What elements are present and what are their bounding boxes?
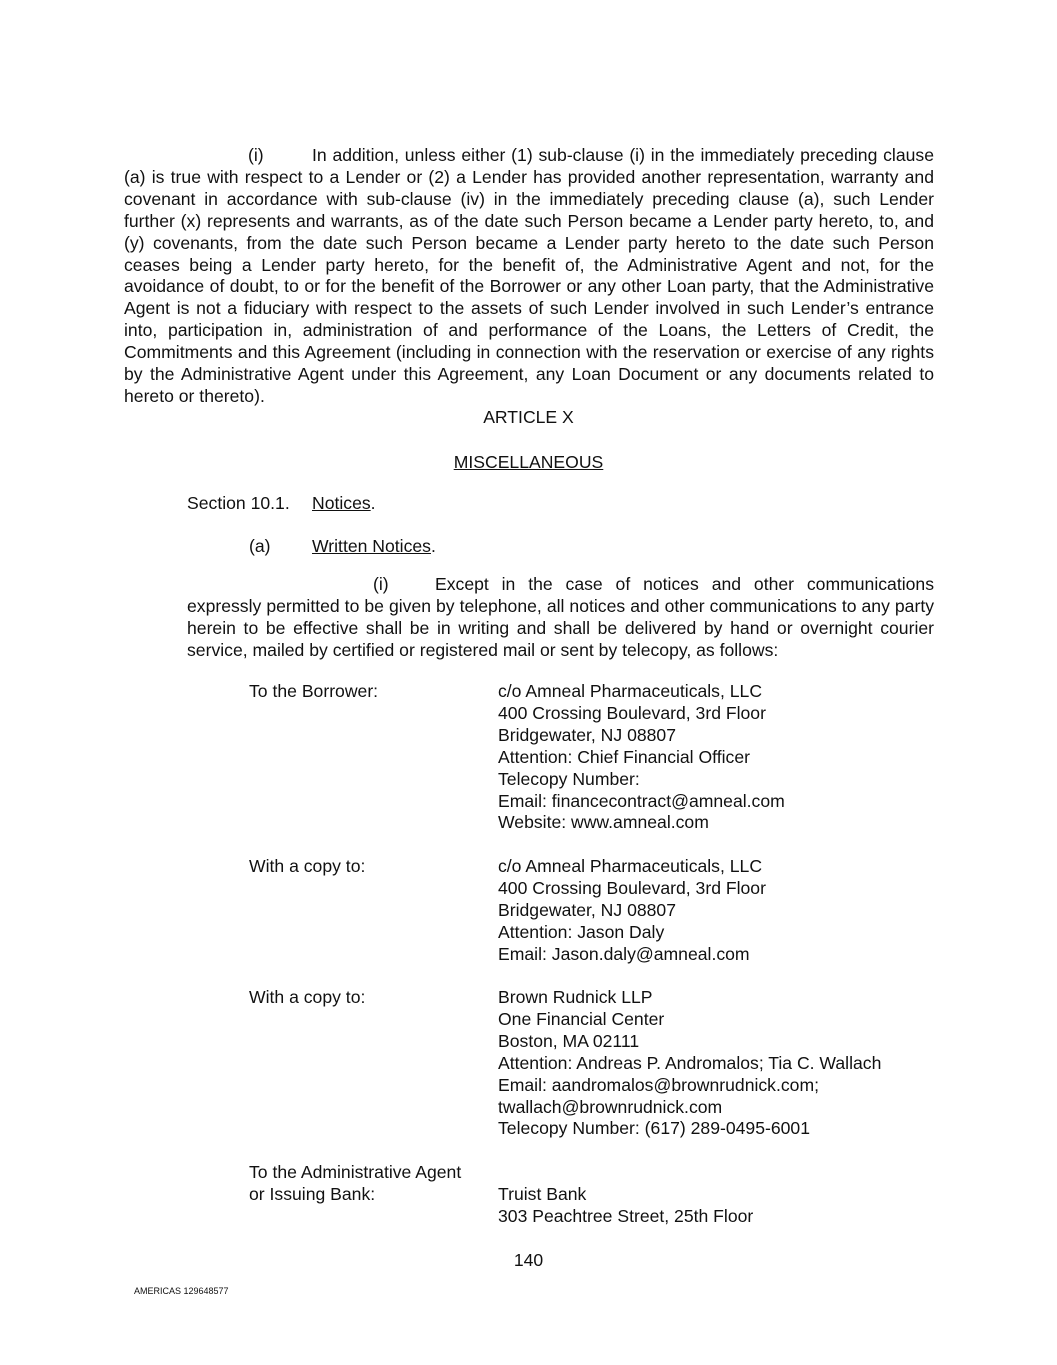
address-line: twallach@brownrudnick.com [498,1096,723,1117]
section-title: Notices [312,493,371,513]
paragraph-i-label: (i) [248,145,264,165]
address-line: Truist Bank [498,1184,587,1204]
agent-label-line2: or Issuing Bank: [249,1183,376,1204]
address-line: Attention: Chief Financial Officer [498,746,750,767]
agent-label [249,1162,461,1206]
article-subtitle: MISCELLANEOUS [453,452,604,472]
address-line: 400 Crossing Boulevard, 3rd Floor [498,877,766,898]
address-line: Email: aandromalos@brownrudnick.com; [498,1074,819,1095]
borrower-label: To the Borrower: [249,681,379,701]
article-subtitle-wrap [0,451,1057,473]
paragraph-notice-text: Except in the case of notices and other communications expressly permitted to be given by telephone, all notices and other communications to any party herein to be effective shall be in writing and shall be delivered by hand or overnight courier service, mailed by certified or registered mail or sent by telecopy, as follows: [187,574,934,660]
address-line: Email: Jason.daly@amneal.com [498,943,750,964]
address-line: Attention: Jason Daly [498,921,665,942]
paragraph-notice [187,574,934,662]
footer-document-id: AMERICAS 129648577 [134,1286,229,1296]
agent-address [498,1184,753,1228]
address-line: 400 Crossing Boulevard, 3rd Floor [498,702,766,723]
address-line: Email: financecontract@amneal.com [498,790,785,811]
paragraph-i-text: In addition, unless either (1) sub-clause (i) in the immediately preceding clause (a) is true with respect to a Lender or (2) a Lender has provided another representation, warranty and covenant in accordance with sub-clause (iv) in the immediately preceding clause (a), such Lender further (x) represents and warrants, as of the date such Person became a Lender party hereto, to, and (y) covenants, from the date such Person became a Lender party hereto to the date such Person ceases being a Lender party hereto, for the benefit of, the Administrative Agent and not, for the avoidance of doubt, to or for the benefit of the Borrower or any other Loan party, that the Administrative Agent is not a fiduciary with respect to the assets of such Lender involved in such Lender’s entrance into, participation in, administration of and performance of the Loans, the Letters of Credit, the Commitments and this Agreement (including in connection with the reservation or exercise of any rights by the Administrative Agent under this Agreement, any Loan Document or any documents related to hereto or thereto). [124,145,934,406]
address-line: c/o Amneal Pharmaceuticals, LLC [498,681,763,701]
subsection-label: (a) [249,536,271,556]
address-line: c/o Amneal Pharmaceuticals, LLC [498,856,763,876]
page-number: 140 [513,1250,544,1270]
agent-label-line1: To the Administrative Agent [249,1162,462,1182]
address-line: Telecopy Number: (617) 289-0495-6001 [498,1118,810,1139]
address-line: Bridgewater, NJ 08807 [498,899,676,920]
copy1-address [498,856,766,966]
copy2-address [498,987,881,1140]
address-line: Website: www.amneal.com [498,812,709,833]
article-title: ARTICLE X [483,407,574,427]
section-number: Section 10.1. [187,493,290,513]
section-heading [187,492,376,514]
copy1-label: With a copy to: [249,856,366,876]
address-line: Telecopy Number: [498,768,640,789]
section-period: . [370,493,376,513]
subsection-period: . [430,536,436,556]
copy2-label: With a copy to: [249,987,366,1007]
subsection-title: Written Notices [312,536,431,556]
paragraph-notice-label: (i) [373,574,389,594]
address-line: Boston, MA 02111 [498,1030,640,1051]
paragraph-i [124,145,934,408]
subsection-heading [249,535,436,557]
address-line: Attention: Andreas P. Andromalos; Tia C. Wallach [498,1052,882,1073]
address-line: 303 Peachtree Street, 25th Floor [498,1205,754,1226]
address-line: Brown Rudnick LLP [498,987,653,1007]
borrower-address [498,681,785,834]
address-line: One Financial Center [498,1008,665,1029]
address-line: Bridgewater, NJ 08807 [498,724,676,745]
